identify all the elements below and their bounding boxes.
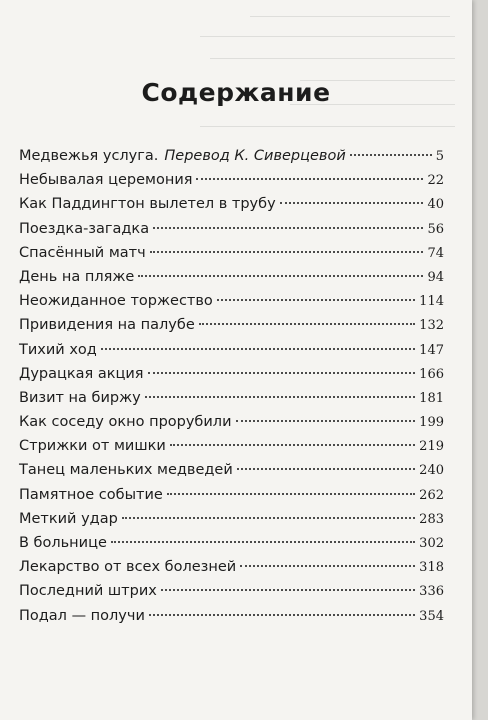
toc-dot-leader: [101, 348, 415, 350]
toc-entry-title: Неожиданное торжество: [19, 293, 213, 310]
toc-entry-page-number: 132: [419, 318, 444, 334]
toc-entry-title: Лекарство от всех болезней: [19, 559, 237, 576]
toc-entry-title: Визит на биржу: [19, 389, 141, 406]
toc-entry-title: Тихий ход: [19, 341, 97, 358]
toc-dot-leader: [138, 275, 423, 277]
toc-dot-leader: [153, 227, 423, 229]
toc-entry-page-number: 5: [435, 149, 444, 164]
toc-entry-title: День на пляже: [19, 268, 135, 285]
toc-dot-leader: [145, 396, 415, 398]
toc-dot-leader: [199, 323, 415, 325]
toc-entry: [19, 269, 444, 293]
table-of-contents: [19, 148, 444, 632]
toc-entry: [19, 487, 444, 511]
toc-entry: [19, 511, 444, 535]
toc-entry-page-number: 56: [427, 221, 444, 237]
toc-entry: [19, 196, 444, 220]
toc-entry-title: Как Паддингтон вылетел в трубу: [19, 196, 276, 213]
toc-entry-page-number: 318: [419, 560, 444, 576]
show-through-text: [40, 8, 44, 22]
toc-entry: [19, 221, 444, 245]
toc-dot-leader: [280, 202, 424, 204]
toc-entry: [19, 342, 444, 366]
toc-entry-title: Памятное событие: [19, 486, 163, 503]
show-through-line: [250, 16, 450, 17]
page-title: Содержание: [141, 78, 331, 107]
toc-entry-page-number: 219: [419, 439, 444, 455]
toc-dot-leader: [111, 541, 415, 543]
toc-entry-title: Спасённый матч: [19, 244, 146, 261]
toc-entry-page-number: 302: [419, 536, 444, 551]
toc-entry-page-number: 336: [419, 584, 444, 600]
toc-entry-page-number: 199: [419, 415, 444, 431]
toc-entry-title: Танец маленьких медведей: [19, 462, 233, 479]
toc-entry: [19, 172, 444, 196]
toc-entry-title: Небывалая церемония: [19, 172, 193, 189]
toc-entry-title: Медвежья услуга.: [19, 148, 159, 164]
toc-entry-title: В больнице: [19, 535, 107, 551]
toc-entry-page-number: 40: [427, 197, 444, 213]
toc-dot-leader: [150, 251, 424, 253]
toc-entry: [19, 317, 444, 341]
toc-entry-title: Меткий удар: [19, 510, 118, 527]
show-through-line: [200, 126, 455, 127]
toc-entry: [19, 462, 444, 486]
toc-entry: [19, 438, 444, 462]
toc-entry-title: Дурацкая акция: [19, 365, 144, 382]
toc-entry-title: Привидения на палубе: [19, 317, 195, 334]
toc-entry-page-number: 114: [419, 294, 444, 310]
toc-entry-title: Как соседу окно прорубили: [19, 414, 232, 431]
toc-entry-page-number: 74: [427, 245, 444, 261]
toc-entry-translator-note: Перевод К. Сиверцевой: [164, 148, 346, 164]
toc-dot-leader: [148, 372, 416, 374]
toc-entry-page-number: 181: [419, 390, 444, 406]
toc-dot-leader: [236, 420, 416, 422]
toc-entry: [19, 366, 444, 390]
toc-dot-leader: [237, 468, 415, 470]
toc-dot-leader: [161, 589, 415, 591]
toc-entry: [19, 535, 444, 559]
toc-entry: [19, 559, 444, 583]
toc-entry-page-number: 283: [419, 511, 444, 527]
toc-entry: [19, 414, 444, 438]
toc-entry-page-number: 240: [419, 463, 444, 479]
toc-dot-leader: [350, 154, 432, 156]
toc-entry: [19, 608, 444, 632]
toc-entry-title: Стрижки от мишки: [19, 438, 166, 455]
toc-entry-page-number: 354: [419, 608, 444, 624]
toc-entry: [19, 293, 444, 317]
toc-dot-leader: [167, 493, 415, 495]
toc-dot-leader: [196, 178, 423, 180]
toc-entry-page-number: 166: [419, 366, 444, 382]
toc-dot-leader: [217, 299, 415, 301]
toc-entry-page-number: 94: [427, 269, 444, 285]
show-through-line: [210, 58, 455, 59]
toc-dot-leader: [240, 565, 415, 567]
toc-entry-page-number: 147: [419, 342, 444, 358]
toc-dot-leader: [149, 614, 415, 616]
toc-entry: [19, 245, 444, 269]
show-through-line: [200, 36, 455, 37]
toc-entry-page-number: 22: [427, 173, 444, 189]
toc-entry-title: Подал — получи: [19, 607, 145, 624]
toc-entry-page-number: 262: [419, 487, 444, 503]
toc-entry: [19, 583, 444, 607]
toc-dot-leader: [122, 517, 415, 519]
toc-entry: [19, 148, 444, 172]
toc-entry-title: Последний штрих: [19, 583, 157, 600]
toc-entry: [19, 390, 444, 414]
toc-entry-title: Поездка-загадка: [19, 220, 150, 237]
toc-dot-leader: [170, 444, 415, 446]
